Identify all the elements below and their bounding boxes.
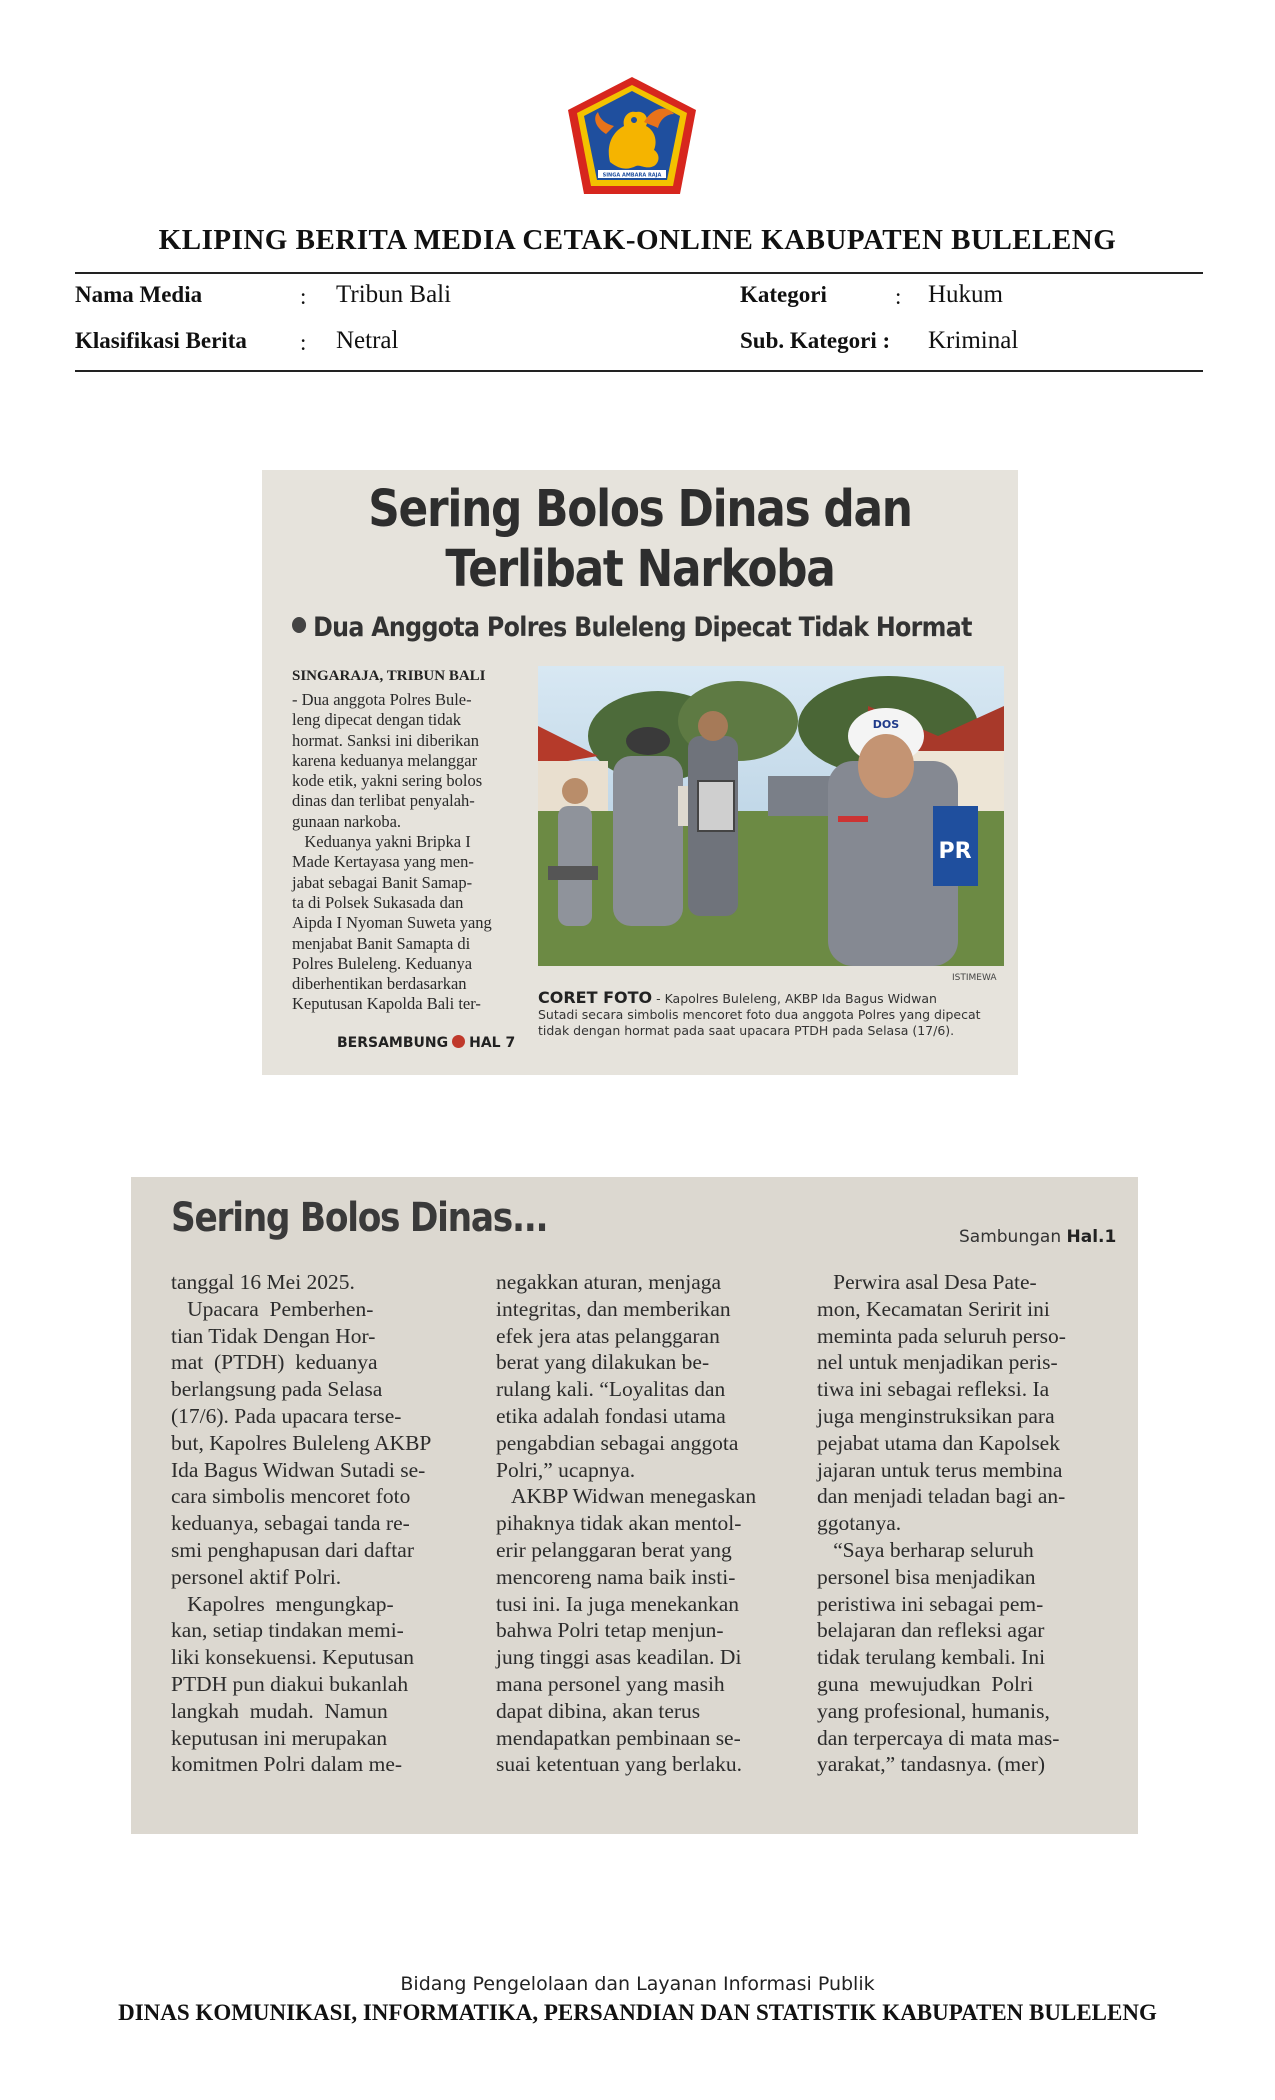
body-line: kode etik, yakni sering bolos [292, 771, 483, 791]
column-line: pejabat utama dan Kapolsek [817, 1430, 1060, 1455]
column-line: yang profesional, humanis, [817, 1698, 1050, 1723]
column-line: dan terpercaya di mata mas- [817, 1725, 1060, 1750]
column-line: (17/6). Pada upacara terse- [171, 1403, 402, 1428]
subheadline-text: Dua Anggota Polres Buleleng Dipecat Tidak Hormat [313, 612, 972, 643]
clipping-headline [315, 480, 965, 600]
caption-line: tidak dengan hormat pada saat upacara PTDH pada Selasa (17/6). [538, 1023, 955, 1038]
headline-line: Sering Bolos Dinas dan [368, 480, 912, 539]
continuation-page: HAL 7 [469, 1035, 516, 1051]
sambungan-label: Sambungan [959, 1227, 1062, 1247]
kategori-label: Kategori [740, 282, 827, 307]
news-clipping-front-page [262, 470, 1018, 1075]
column-line: meminta pada seluruh perso- [817, 1323, 1066, 1348]
column-line: kan, setiap tindakan memi- [171, 1618, 404, 1643]
body-line: gunaan narkoba. [292, 811, 402, 831]
logo-motto: SINGA AMBARA RAJA [602, 172, 662, 179]
column-line: mat (PTDH) keduanya [171, 1350, 378, 1375]
caption-line: Sutadi secara simbolis mencoret foto dua anggota Polres yang dipecat [538, 1007, 981, 1022]
column-line: tusi ini. Ia juga menekankan [496, 1591, 739, 1616]
column-line: smi penghapusan dari daftar [171, 1537, 414, 1562]
column-line: bahwa Polri tetap menjun- [496, 1618, 724, 1643]
body-line: diberhentikan berdasarkan [292, 974, 467, 994]
footer-agency: DINAS KOMUNIKASI, INFORMATIKA, PERSANDIAN DAN STATISTIK KABUPATEN BULELENG [118, 2000, 1157, 2025]
colon: : [300, 330, 307, 355]
column-line: belajaran dan refleksi agar [817, 1618, 1045, 1643]
column-line: liki konsekuensi. Keputusan [171, 1645, 415, 1670]
column-line: PTDH pun diakui bukanlah [171, 1671, 409, 1696]
body-line: ta di Polsek Sukasada dan [292, 892, 464, 912]
caption-line: - Kapolres Buleleng, AKBP Ida Bagus Widwan [652, 991, 937, 1006]
headline-line: Terlibat Narkoba [445, 540, 835, 599]
footer-department: Bidang Pengelolaan dan Layanan Informasi Publik [400, 1973, 875, 1995]
column-line: jung tinggi asas keadilan. Di [496, 1645, 742, 1670]
column-line: Upacara Pemberhen- [171, 1296, 374, 1321]
page-title: KLIPING BERITA MEDIA CETAK-ONLINE KABUPATEN BULELENG [158, 224, 1117, 256]
body-line: - Dua anggota Polres Bule- [292, 690, 472, 709]
column-line: tiwa ini sebagai refleksi. Ia [817, 1377, 1050, 1402]
bottom-rule [75, 370, 1203, 372]
column-line: juga menginstruksikan para [817, 1403, 1055, 1428]
column-line: berat yang dilakukan be- [496, 1350, 710, 1375]
column-line: personel aktif Polri. [171, 1564, 342, 1589]
body-line: leng dipecat dengan tidak [292, 710, 462, 730]
body-line: dinas dan terlibat penyalah- [292, 791, 475, 811]
photo-caption [538, 990, 1004, 1039]
body-line: hormat. Sanksi ini diberikan [292, 730, 479, 750]
column-line: AKBP Widwan menegaskan [496, 1484, 757, 1509]
column-line: pihaknya tidak akan mentol- [496, 1511, 742, 1536]
article-column-3 [817, 1269, 1117, 1778]
column-line: Kapolres mengungkap- [171, 1591, 394, 1616]
column-line: komitmen Polri dalam me- [171, 1752, 403, 1777]
column-line: peristiwa ini sebagai pem- [817, 1591, 1044, 1616]
body-line: Made Kertayasa yang men- [292, 852, 474, 872]
column-line: pengabdian sebagai anggota [496, 1430, 739, 1455]
column-line: Perwira asal Desa Pate- [817, 1270, 1037, 1294]
column-line: guna mewujudkan Polri [817, 1671, 1034, 1696]
column-line: berlangsung pada Selasa [171, 1377, 383, 1402]
column-line: “Saya berharap seluruh [817, 1537, 1034, 1562]
colon: : [300, 284, 307, 309]
body-line: Aipda I Nyoman Suweta yang [292, 913, 492, 933]
dateline: SINGARAJA, TRIBUN BALI [292, 668, 486, 684]
column-line: personel bisa menjadikan [817, 1564, 1036, 1589]
caption-title: CORET FOTO [538, 988, 653, 1007]
article-column-1 [171, 1269, 481, 1778]
top-rule [75, 272, 1203, 274]
helmet-text: DOS [872, 718, 900, 731]
body-line: Keduanya yakni Bripka I [292, 832, 471, 852]
column-line: ggotanya. [817, 1511, 902, 1536]
kategori-value: Hukum [928, 281, 1003, 308]
news-clipping-continuation [131, 1177, 1138, 1834]
column-line: langkah mudah. Namun [171, 1698, 388, 1723]
klasifikasi-value: Netral [336, 327, 399, 354]
arrow-icon [452, 1035, 465, 1048]
buleleng-emblem-logo [562, 74, 702, 199]
continuation-note [337, 1035, 515, 1051]
continuation-label: BERSAMBUNG [337, 1035, 449, 1051]
news-photo [538, 666, 1004, 966]
column-line: tanggal 16 Mei 2025. [171, 1270, 355, 1294]
bullet-icon [292, 617, 306, 633]
column-line: yarakat,” tandasnya. (mer) [817, 1752, 1046, 1777]
article-body [292, 690, 522, 1015]
column-line: keduanya, sebagai tanda re- [171, 1511, 410, 1536]
column-line: mon, Kecamatan Seririt ini [817, 1296, 1050, 1321]
column-line: dapat dibina, akan terus [496, 1698, 701, 1723]
column-line: nel untuk menjadikan peris- [817, 1350, 1058, 1375]
column-line: mendapatkan pembinaan se- [496, 1725, 741, 1750]
column-line: tidak terulang kembali. Ini [817, 1645, 1046, 1670]
sub-kategori-value: Kriminal [928, 327, 1019, 354]
body-line: jabat sebagai Banit Samap- [292, 872, 473, 892]
colon: : [895, 284, 902, 309]
body-line: menjabat Banit Samapta di [292, 933, 471, 953]
column-line: etika adalah fondasi utama [496, 1403, 726, 1428]
clipping-subheadline [292, 612, 972, 643]
armband-text: PR [938, 839, 972, 864]
column-line: jajaran untuk terus membina [817, 1457, 1063, 1482]
photo-credit: ISTIMEWA [952, 973, 997, 983]
column-line: erir pelanggaran berat yang [496, 1537, 732, 1562]
klasifikasi-label: Klasifikasi Berita [75, 328, 247, 353]
column-line: tian Tidak Dengan Hor- [171, 1323, 376, 1348]
body-line: karena keduanya melanggar [292, 750, 478, 770]
nama-media-label: Nama Media [75, 282, 203, 307]
sambungan-page: Hal.1 [1066, 1227, 1117, 1247]
column-line: keputusan ini merupakan [171, 1725, 388, 1750]
body-line: Polres Buleleng. Keduanya [292, 953, 473, 973]
sub-kategori-label: Sub. Kategori : [740, 328, 891, 353]
column-line: negakkan aturan, menjaga [496, 1270, 722, 1294]
column-line: integritas, dan memberikan [496, 1296, 731, 1321]
column-line: efek jera atas pelanggaran [496, 1323, 720, 1348]
article-column-2 [496, 1269, 806, 1778]
column-line: Polri,” ucapnya. [496, 1457, 636, 1482]
column-line: suai ketentuan yang berlaku. [496, 1752, 742, 1777]
nama-media-value: Tribun Bali [336, 281, 452, 308]
column-line: dan menjadi teladan bagi an- [817, 1484, 1066, 1509]
body-line: Keputusan Kapolda Bali ter- [292, 994, 481, 1014]
sambungan-note [959, 1227, 1116, 1247]
column-line: rulang kali. “Loyalitas dan [496, 1377, 726, 1402]
column-line: cara simbolis mencoret foto [171, 1484, 411, 1509]
column-line: mana personel yang masih [496, 1671, 725, 1696]
continuation-headline: Sering Bolos Dinas... [171, 1195, 548, 1241]
column-line: Ida Bagus Widwan Sutadi se- [171, 1457, 426, 1482]
column-line: mencoreng nama baik insti- [496, 1564, 736, 1589]
column-line: but, Kapolres Buleleng AKBP [171, 1430, 432, 1455]
